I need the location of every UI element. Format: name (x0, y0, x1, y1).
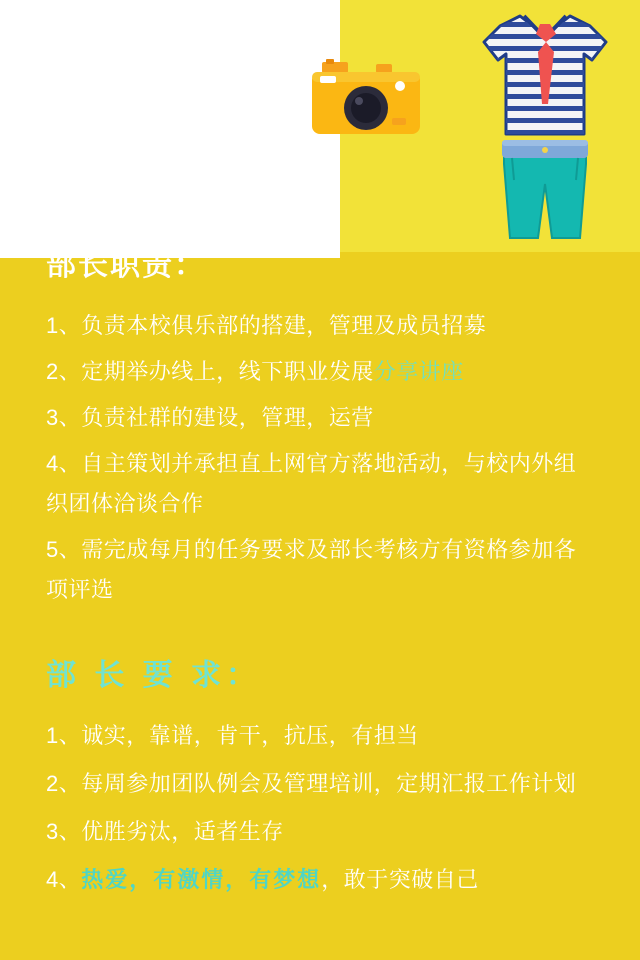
list-item-prefix: 3、 (46, 819, 82, 844)
duties-list (46, 306, 594, 610)
section-heading-requirements: 部 长 要 求： (46, 659, 262, 692)
list-item (46, 812, 594, 852)
list-item-text: 诚实，靠谱，肯干，抗压，有担当 (81, 723, 419, 748)
list-item-text: 自主策划并承担直上网官方落地活动，与校内外组织团体洽谈合作 (46, 451, 577, 516)
list-item (46, 306, 594, 346)
list-item-prefix: 4、 (46, 867, 82, 892)
list-item (46, 352, 594, 392)
list-item-prefix: 4、 (46, 451, 82, 476)
list-item-highlight: 热爱，有激情，有梦想 (81, 867, 322, 892)
list-item (46, 398, 594, 438)
list-item-prefix: 1、 (46, 723, 82, 748)
list-item-text: 负责社群的建设，管理，运营 (81, 405, 374, 430)
list-item (46, 764, 594, 804)
list-item (46, 716, 594, 756)
list-item-text: 负责本校俱乐部的搭建，管理及成员招募 (81, 313, 487, 338)
list-item (46, 444, 594, 524)
list-item-highlight: 分享讲座 (373, 359, 464, 384)
list-item (46, 530, 594, 610)
list-item-prefix: 2、 (46, 771, 82, 796)
list-item-prefix: 1、 (46, 313, 82, 338)
list-item-prefix: 3、 (46, 405, 82, 430)
list-item-text: 定期举办线上，线下职业发展 (81, 359, 374, 384)
list-item-text: 每周参加团队例会及管理培训，定期汇报工作计划 (81, 771, 577, 796)
section-heading-duties: 部长职责： (46, 249, 206, 282)
list-item-text: ，敢于突破自己 (321, 867, 479, 892)
list-item (46, 860, 594, 900)
list-item-prefix: 5、 (46, 537, 82, 562)
list-item-prefix: 2、 (46, 359, 82, 384)
list-item-text: 优胜劣汰，适者生存 (81, 819, 284, 844)
requirements-list (46, 716, 594, 900)
list-item-text: 需完成每月的任务要求及部长考核方有资格参加各项评选 (46, 537, 577, 602)
